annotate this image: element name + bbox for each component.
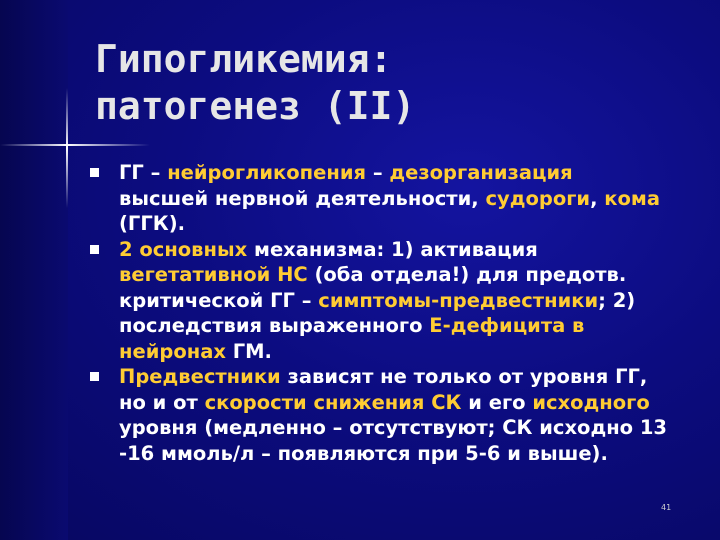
bullet-text-line [119, 262, 703, 288]
highlighted-text: 2 основных [119, 237, 248, 261]
bullet-text-line [119, 237, 703, 263]
slide-title [95, 36, 695, 130]
left-decor-strip [0, 0, 68, 540]
highlighted-text: кома [604, 186, 661, 210]
bullet-text-line [119, 313, 703, 339]
bullet-text-line [119, 415, 703, 441]
body-text: но и от [119, 390, 205, 414]
body-text: критической ГГ – [119, 288, 319, 312]
bullet-text-line [119, 288, 703, 314]
bullet-item [88, 237, 703, 365]
body-text: , [590, 186, 605, 210]
bullet-text-line [119, 160, 703, 186]
title-line-2: патогенез (II) [95, 84, 416, 128]
highlighted-text: нейрогликопения [167, 161, 367, 184]
body-text: высшей нервной деятельности, [119, 186, 486, 210]
body-text: – [366, 161, 390, 184]
highlighted-text: нейронах [119, 339, 226, 363]
bullet-list [88, 160, 703, 466]
highlighted-text: Предвестники [119, 365, 281, 388]
highlighted-text: исходного [532, 390, 650, 414]
decor-line-horizontal [0, 144, 150, 146]
highlighted-text: вегетативной НС [119, 263, 308, 286]
bullet-text-line [119, 339, 703, 365]
bullet-item [88, 364, 703, 466]
bullet-text-line [119, 186, 703, 212]
body-text: (ГГК). [119, 212, 186, 235]
square-bullet-icon [90, 245, 99, 254]
page-number: 41 [661, 503, 672, 512]
body-text: и его [461, 390, 533, 414]
body-text: механизма: 1) активация [247, 237, 538, 261]
highlighted-text: дезорганизация [389, 161, 573, 184]
bullet-text-line [119, 390, 703, 416]
body-text: ГГ – [119, 161, 168, 184]
bullet-item [88, 160, 703, 237]
body-text: последствия выраженного [119, 314, 430, 337]
bullet-text-line [119, 211, 703, 237]
bullet-text-line [119, 441, 703, 467]
highlighted-text: Е-дефицита в [429, 314, 585, 337]
body-text: уровня (медленно – отсутствуют; СК исходно 13 [119, 416, 667, 439]
square-bullet-icon [90, 168, 99, 177]
body-text: -16 ммоль/л – появляются при 5-6 и выше). [119, 441, 608, 465]
square-bullet-icon [90, 372, 99, 381]
body-text: ; 2) [598, 288, 636, 312]
body-text: зависят не только от уровня ГГ, [280, 365, 648, 388]
body-text: (оба отдела!) для предотв. [307, 263, 627, 286]
highlighted-text: скорости снижения СК [204, 390, 462, 414]
highlighted-text: симптомы-предвестники [318, 288, 599, 312]
bullet-text-line [119, 364, 703, 390]
decor-line-vertical [66, 88, 68, 208]
title-line-1: Гипогликемия: [95, 37, 393, 81]
body-text: ГМ. [225, 339, 272, 363]
highlighted-text: судороги [485, 186, 591, 210]
